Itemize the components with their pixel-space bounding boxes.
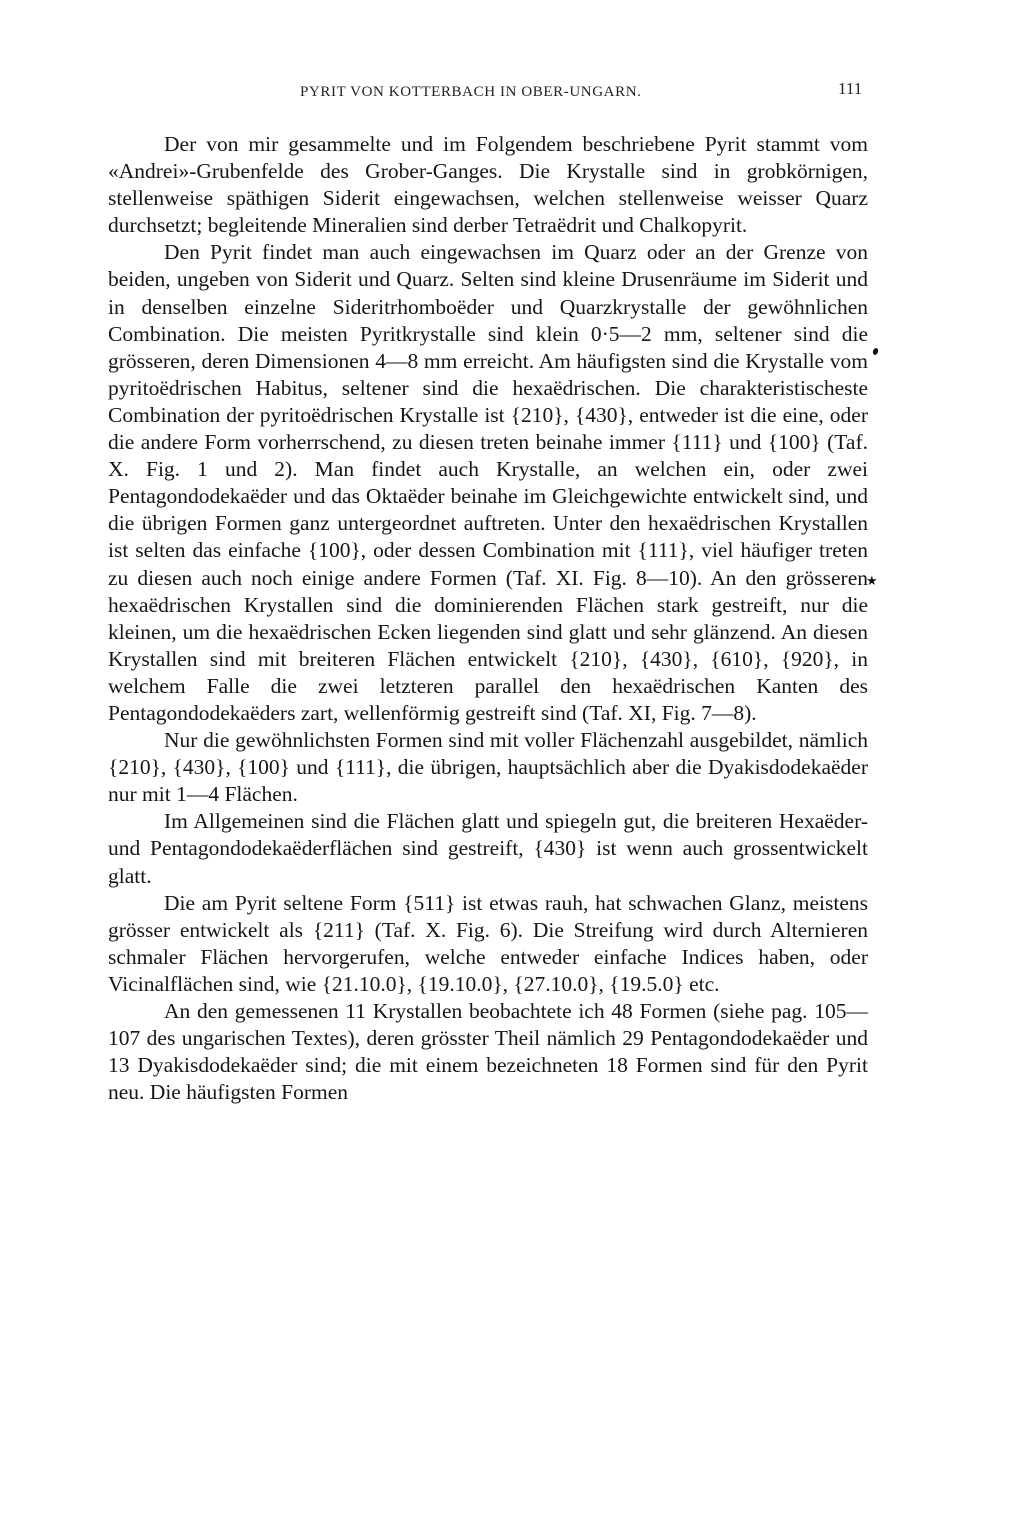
paragraph: An den gemessenen 11 Krystallen beobachtete ich 48 Formen (siehe pag. 105—107 des ungarischen Textes), deren grösster Theil nämlich 29 Pentagondodekaëder und 13 Dyakisdodekaëder sind; die mit einem bezeichneten 18 Formen sind für den Pyrit neu. Die häufigsten Formen: [108, 999, 868, 1105]
body-text: [108, 131, 868, 1106]
running-head: PYRIT VON KOTTERBACH IN OBER-UNGARN.: [300, 84, 642, 100]
paragraph: Nur die gewöhnlichsten Formen sind mit voller Flächenzahl ausgebildet, nämlich {210}, {430}, {100} und {111}, die übrigen, hauptsächlich aber die Dyakisdodekaëder nur mit 1—4 Flächen.: [108, 728, 868, 807]
page-number: 111: [838, 79, 863, 98]
paragraph: Im Allgemeinen sind die Flächen glatt und spiegeln gut, die breiteren Hexaëder- und Pentagondodekaëderflächen sind gestreift, {430} ist wenn auch grossentwickelt glatt.: [108, 809, 868, 888]
star-icon: ★: [866, 574, 878, 589]
paragraph: Den Pyrit findet man auch eingewachsen im Quarz oder an der Grenze von beiden, ungeben von Siderit und Quarz. Selten sind kleine Drusenräume im Siderit und in denselben einzelne Sideritrhomboëder und Quarzkrystalle der gewöhnlichen Combination. Die meisten Pyritkrystalle sind klein 0·5—2 mm, seltener sind die grösseren, deren Dimensionen 4—8 mm erreicht. Am häufigsten sind die Krystalle vom pyritoëdrischen Habitus, seltener sind die hexaëdrischen. Die charakteristischeste Combination der pyritoëdrischen Krystalle ist {210}, {430}, entweder ist die eine, oder die andere Form vorherrschend, zu diesen treten beinahe immer {111} und {100} (Taf. X. Fig. 1 und 2). Man findet auch Krystalle, an welchen ein, oder zwei Pentagondodekaëder und das Oktaëder beinahe im Gleichgewichte entwickelt sind, und die übrigen Formen ganz untergeordnet auftreten. Unter den hexaëdrischen Krystallen ist selten das einfache {100}, oder dessen Combination mit {111}, viel häufiger treten zu diesen auch noch einige andere Formen (Taf. XI. Fig. 8—10). An den grösseren hexaëdrischen Krystallen sind die dominierenden Flächen stark gestreift, nur die kleinen, um die hexaëdrischen Ecken liegenden sind glatt und sehr glänzend. An diesen Krystallen sind mit breiteren Flächen entwickelt {210}, {430}, {610}, {920}, in welchem Falle die zwei letzteren parallel den hexaëdrischen Kanten des Pentagondodekaëders zart, wellenförmig gestreift sind (Taf. XI, Fig. 7—8).: [108, 240, 868, 725]
margin-dot-mark: [872, 347, 879, 355]
paragraph: Die am Pyrit seltene Form {511} ist etwas rauh, hat schwachen Glanz, meistens grösser entwickelt als {211} (Taf. X. Fig. 6). Die Streifung wird durch Alternieren schmaler Flächen hervorgerufen, welche entweder einfache Indices haben, oder Vicinalflächen sind, wie {21.10.0}, {19.10.0}, {27.10.0}, {19.5.0} etc.: [108, 890, 868, 996]
paragraph: Der von mir gesammelte und im Folgendem beschriebene Pyrit stammt vom «Andrei»-Grubenfelde des Grober-Ganges. Die Krystalle sind in grobkörnigen, stellenweise späthigen Siderit eingewachsen, welchen stellenweise weisser Quarz durchsetzt; begleitende Mineralien sind derber Tetraëdrit und Chalkopyrit.: [108, 132, 868, 238]
